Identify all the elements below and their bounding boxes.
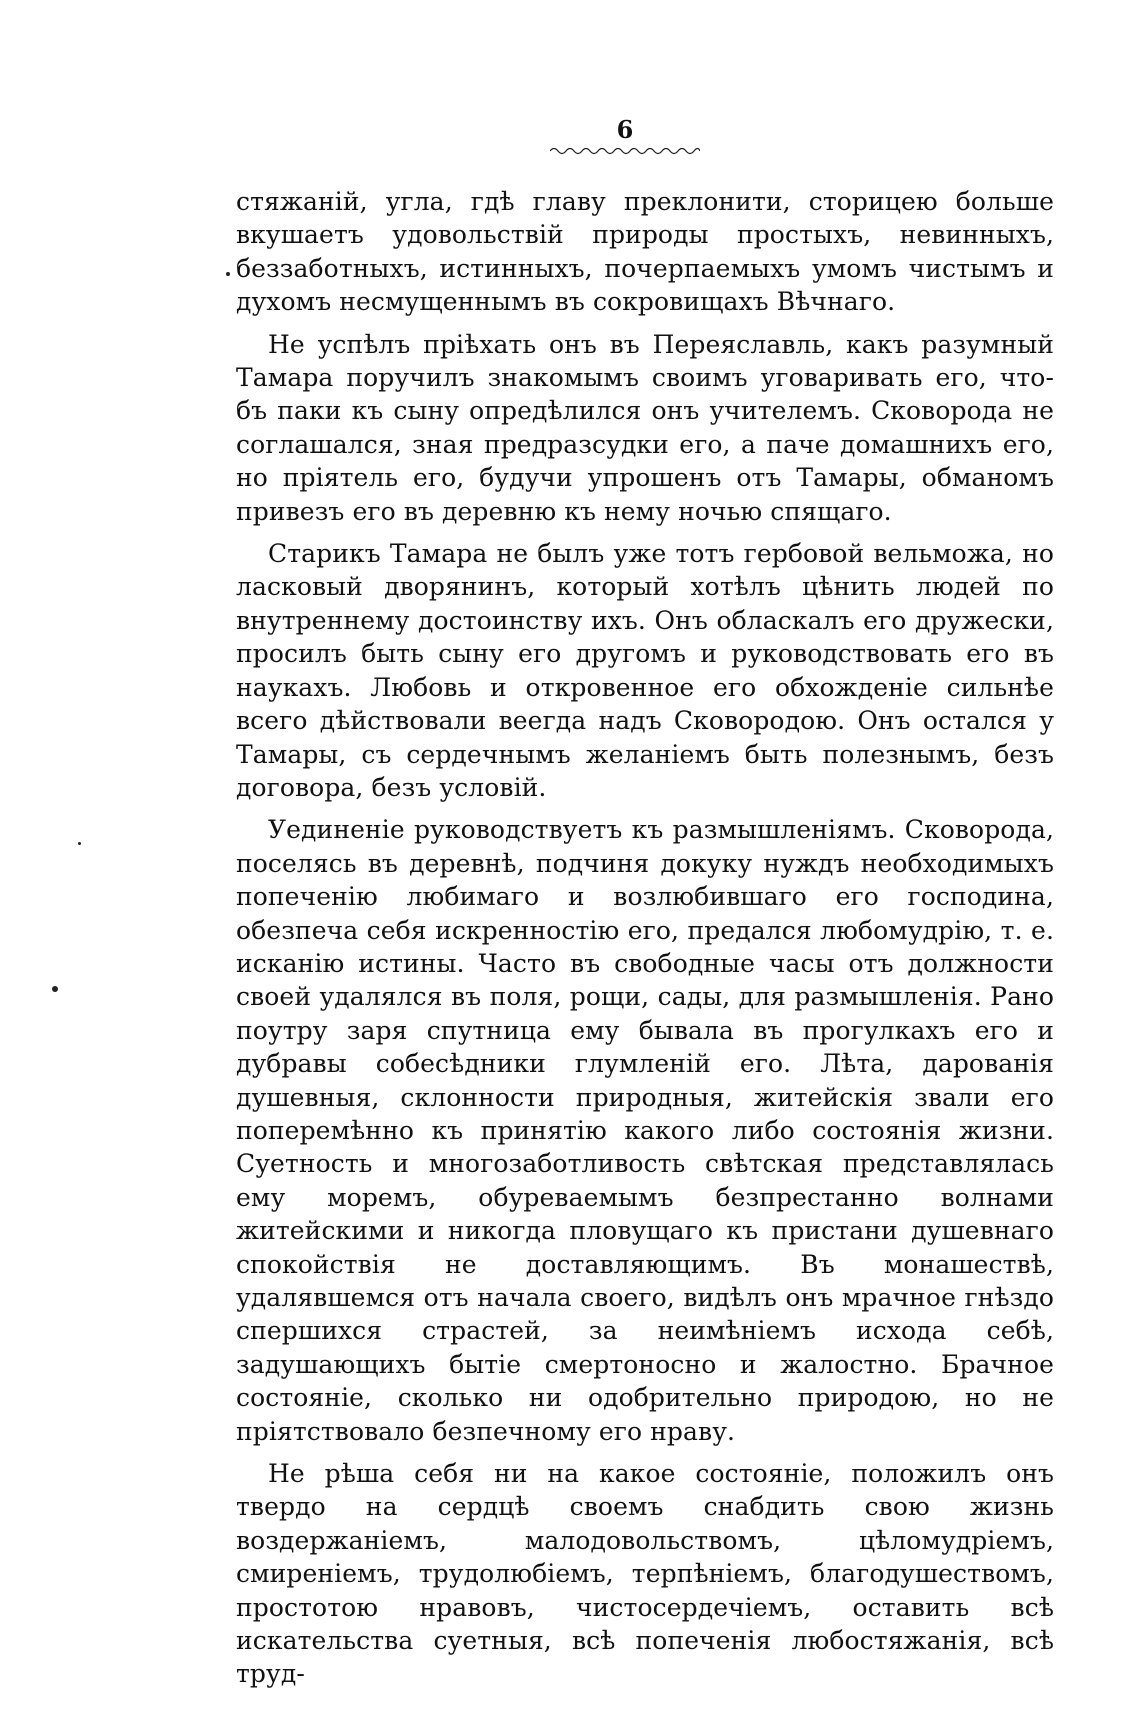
page-number: 6 — [616, 115, 634, 144]
body-text — [236, 185, 1054, 1691]
print-speck — [226, 272, 230, 276]
page-header — [540, 115, 710, 156]
paragraph: Не рѣша себя ни на какое состояніе, положилъ онъ твердо на сердцѣ своемъ снабдить свою жизнь воздержаніемъ, малодовольствомъ, цѣломудріемъ, смиреніемъ, трудолюбіемъ, терпѣніемъ, благодушествомъ, простотою нравовъ, чистосердечіемъ, оставить всѣ искательства суетныя, всѣ попеченія любостяжанія, всѣ труд- — [236, 1459, 1054, 1689]
print-speck — [52, 986, 58, 992]
paragraph: Уединеніе руководствуетъ къ размышленіямъ. Сковорода, поселясь въ деревнѣ, подчиня докуку нуждъ необходимыхъ попеченію любимаго и возлюбившаго его господина, обезпеча себя искренностію его, предался любомудрію, т. е. исканію истины. Часто въ свободные часы отъ должности своей удалялся въ поля, рощи, сады, для размышленія. Рано поутру заря спутница ему бывала въ прогулкахъ его и дубравы собесѣдники глумленій его. Лѣта, дарованія душевныя, склонности природныя, житейскія звали его поперемѣнно къ принятію какого либо состоянія жизни. Суетность и многозаботливость свѣтская представлялась ему моремъ, обуреваемымъ безпрестанно волнами житейскими и никогда пловущаго къ пристани душевнаго спокойствія не доставляющимъ. Въ монашествѣ, удалявшемся отъ начала своего, видѣлъ онъ мрачное гнѣздо спершихся страстей, за неимѣніемъ исхода себѣ, задушающихъ бытіе смертоносно и жалостно. Брачное состояніе, сколько ни одобрительно природою, но не пріятствовало безпечному его нраву. — [236, 815, 1054, 1446]
print-speck — [78, 842, 81, 845]
wavy-rule-ornament — [550, 146, 700, 156]
paragraph: Не успѣлъ пріѣхать онъ въ Переяславль, какъ разумный Тамара поручилъ знакомымъ своимъ уговаривать его, что-бъ паки къ сыну опредѣлился онъ учителемъ. Сковорода не соглашался, зная предразсудки его, а паче домашнихъ его, но пріятель его, будучи упрошенъ отъ Тамары, обманомъ привезъ его въ деревню къ нему ночью спящаго. — [236, 329, 1054, 526]
paragraph: Старикъ Тамара не былъ уже тотъ гербовой вельможа, но ласковый дворянинъ, который хотѣлъ цѣнить людей по внутреннему достоинству ихъ. Онъ обласкалъ его дружески, просилъ быть сыну его другомъ и руководствовать его въ наукахъ. Любовь и откровенное его обхожденіе сильнѣе всего дѣйствовали веегда надъ Сковородою. Онъ остался у Тамары, съ сердечнымъ желаніемъ быть полезнымъ, безъ договора, безъ условій. — [236, 539, 1054, 802]
paragraph-continued: стяжаній, угла, гдѣ главу преклонити, сторицею больше вкушаетъ удовольствій природы простыхъ, невинныхъ, беззаботныхъ, истинныхъ, почерпаемыхъ умомъ чистымъ и духомъ несмущеннымъ въ сокровищахъ Вѣчнаго. — [236, 187, 1054, 317]
